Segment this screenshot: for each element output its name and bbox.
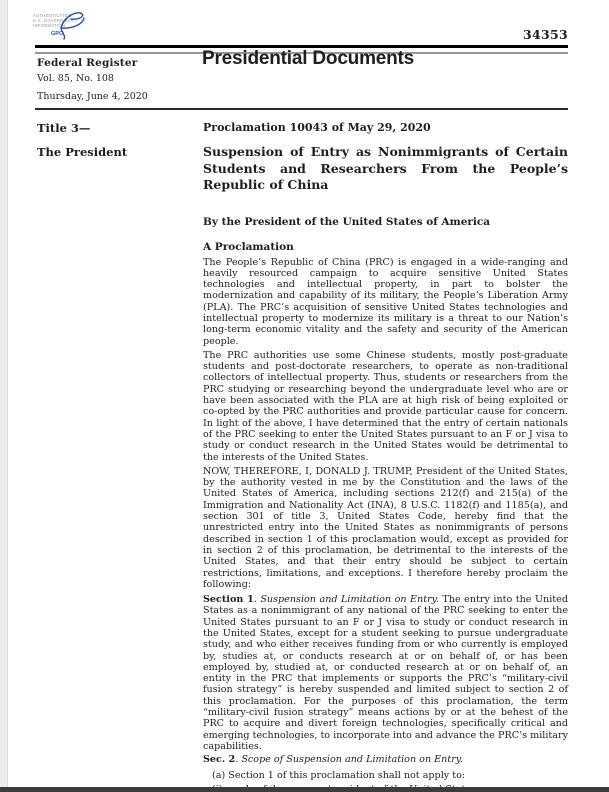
masthead-section-title: Presidential Documents — [202, 48, 415, 69]
gpo-authenticated-logo — [31, 8, 89, 44]
list-item-a: (a) Section 1 of this proclamation shall not apply to: — [212, 769, 466, 781]
margin-president-label: The President — [37, 145, 128, 159]
section-1-label: Section 1 — [203, 594, 254, 606]
paragraph-1: The People’s Republic of China (PRC) is engaged in a wide-ranging and heavily resourced campaign to acquire sensitive United States technologies and intellectual property, in part to bolster the modernization and capability of its military, the People’s Liberation Army (PLA). The PRC’s acquisition of sensitive United States technologies and intellectual property to modernize its military is a threat to our Nation’s long-term economic vitality and the safety and security of the American people. — [203, 256, 568, 347]
page-number: 34353 — [523, 27, 568, 42]
page-edge-left — [0, 0, 8, 792]
journal-volume: Vol. 85, No. 108 — [37, 73, 114, 84]
section-2-separator: . — [235, 754, 242, 766]
paragraph-2: The PRC authorities use some Chinese students, mostly post-graduate students and post-doctorate researchers, to operate as non-traditional collectors of intellectual property. Thus, students or researchers from the PRC studying or researching beyond the undergraduate level who are or have been associated with the PLA are at high risk of being exploited or co-opted by the PRC authorities and provide particular cause for concern. In light of the above, I have determined that the entry of certain nationals of the PRC seeking to enter the United States pursuant to an F or J visa to study or conduct research in the United States would be detrimental to the interests of the United States. — [203, 349, 568, 463]
document-body — [203, 120, 568, 792]
seal-line-3: INFORMATION — [33, 23, 66, 28]
section-2-title: Scope of Suspension and Limitation on Entry. — [241, 754, 463, 766]
seal-line-2: U.S. GOVERNMENT — [33, 18, 77, 23]
section-2-label: Sec. 2 — [203, 754, 236, 766]
byline: By the President of the United States of America — [203, 215, 491, 228]
seal-gpo-label: GPO — [51, 31, 64, 37]
proclamation-number-line: Proclamation 10043 of May 29, 2020 — [203, 121, 431, 134]
journal-name: Federal Register — [37, 57, 138, 69]
journal-date: Thursday, June 4, 2020 — [37, 91, 148, 102]
seal-line-1: AUTHENTICATED — [33, 13, 72, 18]
masthead-bottom-rule — [35, 108, 568, 110]
page-edge-bottom — [0, 787, 609, 792]
proclamation-subheading: A Proclamation — [203, 240, 294, 253]
section-2-heading — [203, 754, 568, 765]
margin-title3-label: Title 3— — [37, 121, 91, 135]
document-title: Suspension of Entry as Nonimmigrants of Certain Students and Researchers From the People’s Republic of China — [203, 144, 568, 192]
section-1-text: The entry into the United States as a nonimmigrant of any national of the PRC seeking to enter the United States pursuant to an F or J visa to study or conduct research in the United States, except for a student seeking to pursue undergraduate study, and who either receives funding from or who currently is employed by, studies at, or conducts research at or on behalf of, or has been employed by, studied at, or conducted research at or on behalf of, an entity in the PRC that implements or supports the PRC’s “military-civil fusion strategy” is hereby suspended and limited subject to section 2 of this proclamation. For the purposes of this proclamation, the term “military-civil fusion strategy” means actions by or at the behest of the PRC to acquire and divert foreign technologies, specifically critical and emerging technologies, to incorporate into and advance the PRC’s military capabilities. — [203, 594, 568, 752]
section-1-separator: . — [253, 594, 261, 606]
section-1-paragraph — [203, 594, 568, 752]
paragraph-3: NOW, THEREFORE, I, DONALD J. TRUMP, President of the United States, by the authority vested in me by the Constitution and the laws of the United States of America, including sections 212(f) and 215(a) of the Immigration and Nationality Act (INA), 8 U.S.C. 1182(f) and 1185(a), and section 301 of title 3, United States Code, hereby find that the unrestricted entry into the United States as nonimmigrants of persons described in section 1 of this proclamation would, except as provided for in section 2 of this proclamation, be detrimental to the interests of the United States, and that their entry should be subject to certain restrictions, limitations, and exceptions. I therefore hereby proclaim the following: — [203, 465, 568, 590]
section-1-title: Suspension and Limitation on Entry. — [260, 594, 443, 606]
